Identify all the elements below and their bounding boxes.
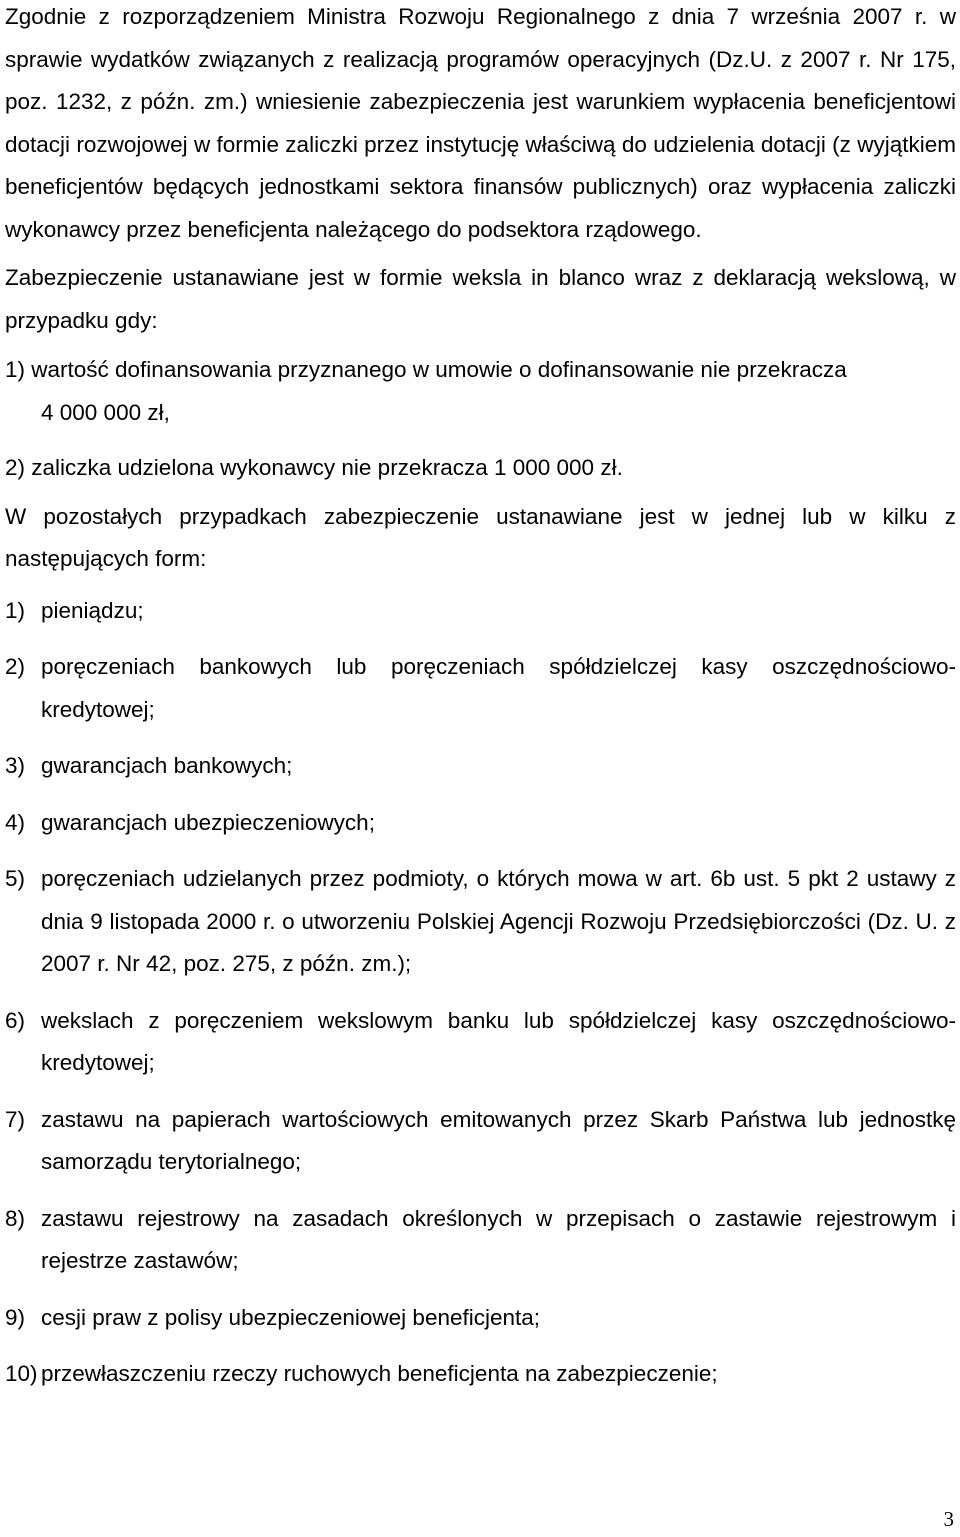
- list-item-number: 9): [5, 1304, 26, 1330]
- security-forms-list: [5, 590, 956, 1396]
- list-item-text: cesji praw z polisy ubezpieczeniowej beneficjenta;: [41, 1304, 541, 1330]
- list-item-number: 5): [5, 866, 26, 891]
- page-number: 3: [943, 1507, 954, 1531]
- list-item: [5, 1353, 956, 1396]
- other-cases-paragraph: W pozostałych przypadkach zabezpieczenie ustanawiane jest w jednej lub w kilku z następujących form:: [5, 503, 956, 571]
- list-item-number: 3): [5, 753, 26, 778]
- list-item-text: zastawu rejestrowy na zasadach określonych w przepisach o zastawie rejestrowym i rejestrze zastawów;: [41, 1205, 956, 1273]
- list-item-text: poręczeniach bankowych lub poręczeniach spółdzielczej kasy oszczędnościowo-kredytowej;: [41, 654, 956, 722]
- list-item-number: 1): [5, 597, 26, 623]
- list-item-number: 2): [5, 654, 26, 679]
- list-item-number: 7): [5, 1106, 26, 1132]
- list-item-text: gwarancjach ubezpieczeniowych;: [41, 809, 375, 835]
- list-item: [5, 590, 956, 633]
- list-item-text: gwarancjach bankowych;: [41, 753, 293, 778]
- weksel-paragraph: Zabezpieczenie ustanawiane jest w formie weksla in blanco wraz z deklaracją wekslową, w przypadku gdy:: [5, 265, 956, 333]
- list-item-text: przewłaszczeniu rzeczy ruchowych beneficjenta na zabezpieczenie;: [41, 1361, 718, 1386]
- list-item: [5, 646, 956, 731]
- list-item: [5, 1000, 956, 1085]
- weksel-condition-1-continuation: 4 000 000 zł,: [41, 399, 170, 425]
- list-item: [5, 1198, 956, 1283]
- weksel-conditions-list: [5, 349, 956, 490]
- list-item: [5, 1099, 956, 1184]
- intro-paragraph: Zgodnie z rozporządzeniem Ministra Rozwoju Regionalnego z dnia 7 września 2007 r. w sprawie wydatków związanych z realizacją programów operacyjnych (Dz.U. z 2007 r. Nr 175, poz. 1232, z późn. zm.) wniesienie zabezpieczenia jest warunkiem wypłacenia beneficjentowi dotacji rozwojowej w formie zaliczki przez instytucję właściwą do udzielenia dotacji (z wyjątkiem beneficjentów będących jednostkami sektora finansów publicznych) oraz wypłacenia zaliczki wykonawcy przez beneficjenta należącego do podsektora rządowego.: [5, 4, 956, 242]
- list-item-number: 8): [5, 1205, 26, 1231]
- list-item: [5, 745, 956, 788]
- list-item-text: poręczeniach udzielanych przez podmioty, o których mowa w art. 6b ust. 5 pkt 2 ustawy z dnia 9 listopada 2000 r. o utworzeniu Polskiej Agencji Rozwoju Przedsiębiorczości (Dz. U. z 2007 r. Nr 42, poz. 275, z późn. zm.);: [41, 866, 956, 976]
- list-item-text: zastawu na papierach wartościowych emitowanych przez Skarb Państwa lub jednostkę samorządu terytorialnego;: [41, 1106, 956, 1174]
- list-item-number: 4): [5, 809, 26, 835]
- list-item: [5, 1297, 956, 1340]
- list-item-number: 6): [5, 1007, 26, 1033]
- document-page: [5, 0, 956, 1396]
- weksel-condition-1: 1) wartość dofinansowania przyznanego w umowie o dofinansowanie nie przekracza: [5, 357, 847, 382]
- list-item-number: 10): [5, 1361, 38, 1386]
- list-item: [5, 858, 956, 986]
- list-item-text: pieniądzu;: [41, 597, 144, 623]
- list-item: [5, 802, 956, 845]
- weksel-condition-2: 2) zaliczka udzielona wykonawcy nie przekracza 1 000 000 zł.: [5, 455, 623, 480]
- list-item-text: wekslach z poręczeniem wekslowym banku lub spółdzielczej kasy oszczędnościowo-kredytowej;: [41, 1007, 956, 1075]
